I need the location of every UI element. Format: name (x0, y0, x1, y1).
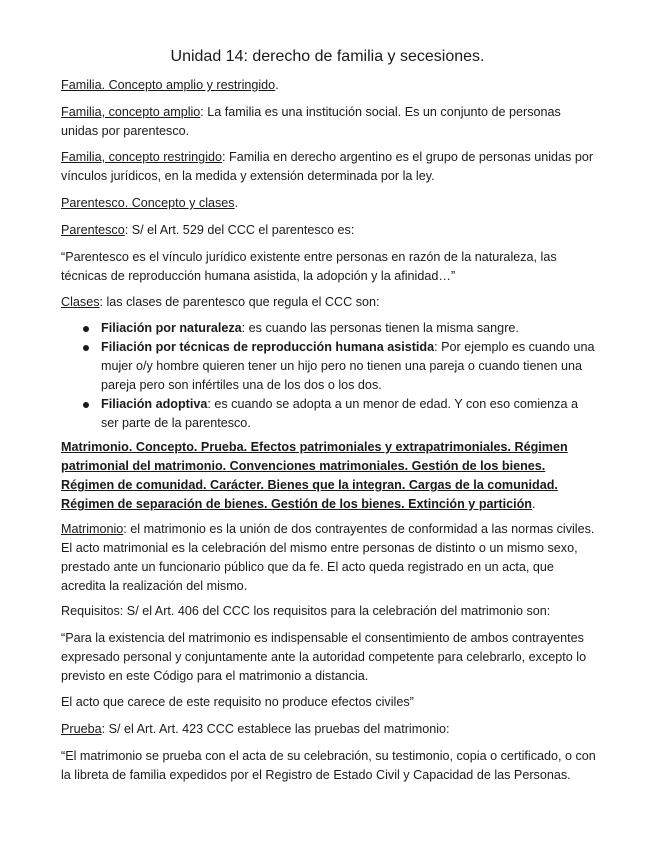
concepto-restringido-text: : Familia en derecho argentino es el grupo de personas unidas por vínculos jurídicos, en la medida y extensión determinada por la ley. (61, 150, 594, 183)
matrimonio-heading-end: . (532, 497, 536, 511)
list-item (61, 319, 597, 338)
familia-heading (61, 76, 597, 95)
concepto-amplio-paragraph (61, 103, 597, 141)
familia-heading-text: Familia. Concepto amplio y restringido (61, 78, 276, 92)
parentesco-text: : S/ el Art. 529 del CCC el parentesco es: (124, 223, 355, 237)
clases-paragraph (61, 293, 597, 312)
list-item (61, 395, 597, 433)
prueba-paragraph (61, 720, 597, 739)
familia-heading-end: . (275, 78, 279, 92)
prueba-text: : S/ el Art. Art. 423 CCC establece las pruebas del matrimonio: (101, 722, 450, 736)
concepto-restringido-label: Familia, concepto restringido (61, 150, 222, 164)
list-item-text: : es cuando las personas tienen la misma sangre. (241, 321, 519, 335)
list-item-text: : es cuando se adopta a un menor de edad. Y con eso comienza a ser parte de la parentesco. (101, 397, 578, 430)
matrimonio-label: Matrimonio (61, 522, 124, 536)
list-item-bold: Filiación por naturaleza (101, 321, 242, 335)
page-title: Unidad 14: derecho de familia y secesiones. (170, 48, 485, 65)
clases-text: : las clases de parentesco que regula el CCC son: (99, 295, 380, 309)
clases-list (61, 319, 597, 433)
parentesco-heading-end: . (234, 196, 239, 210)
requisitos-paragraph: Requisitos: S/ el Art. 406 del CCC los requisitos para la celebración del matrimonio son: (61, 604, 551, 618)
parentesco-quote: “Parentesco es el vínculo jurídico existente entre personas en razón de la naturaleza, las técnicas de reproducción humana asistida, la adopción y la afinidad…” (61, 250, 557, 283)
list-item-bold: Filiación adoptiva (101, 397, 208, 411)
concepto-restringido-paragraph (61, 148, 597, 186)
requisitos-quote: “Para la existencia del matrimonio es indispensable el consentimiento de ambos contrayentes expresado personal y conjuntamente ante la autoridad competente para celebrarlo, excepto lo previsto en este Código para el matrimonio a distancia. (61, 631, 587, 683)
parentesco-heading (61, 194, 597, 213)
list-item-bold: Filiación por técnicas de reproducción humana asistida (101, 340, 435, 354)
bullet-icon (83, 326, 89, 332)
clases-label: Clases (61, 295, 100, 309)
prueba-quote: “El matrimonio se prueba con el acta de su celebración, su testimonio, copia o certificado, o con la libreta de familia expedidos por el Registro de Estado Civil y Capacidad de las Personas. (61, 749, 596, 782)
concepto-amplio-text: : La familia es una institución social. Es un conjunto de personas unidas por parentesco. (61, 105, 561, 138)
parentesco-label: Parentesco (61, 223, 125, 237)
requisitos-quote-end: El acto que carece de este requisito no produce efectos civiles” (61, 695, 414, 709)
matrimonio-text: : el matrimonio es la unión de dos contrayentes de conformidad a las normas civiles. El acto matrimonial es la celebración del mismo entre personas de distinto o un mismo sexo, prestado ante un funcionario público que da fe. El acto queda registrado en un acta, que acredita la realización del mismo. (61, 522, 595, 593)
bullet-icon (83, 345, 89, 351)
matrimonio-heading (61, 438, 597, 514)
list-item (61, 338, 597, 395)
parentesco-heading-text: Parentesco. Concepto y clases (61, 196, 235, 210)
prueba-label: Prueba (61, 722, 102, 736)
matrimonio-heading-text: Matrimonio. Concepto. Prueba. Efectos patrimoniales y extrapatrimoniales. Régimen patrimonial del matrimonio. Convenciones matrimoniales. Gestión de los bienes. Régimen de comunidad. Carácter. Bienes que la integran. Cargas de la comunidad. Régimen de separación de bienes. Gestión de los bienes. Extinción y partición (61, 440, 568, 511)
bullet-icon (83, 402, 89, 408)
matrimonio-definition (61, 520, 597, 596)
list-item-text: : Por ejemplo es cuando una mujer o/y hombre quieren tener un hijo pero no tienen una pareja o cuando tienen una pareja pero son infértiles una de los dos o los dos. (101, 340, 595, 392)
concepto-amplio-label: Familia, concepto amplio (61, 105, 201, 119)
parentesco-definition (61, 221, 597, 240)
